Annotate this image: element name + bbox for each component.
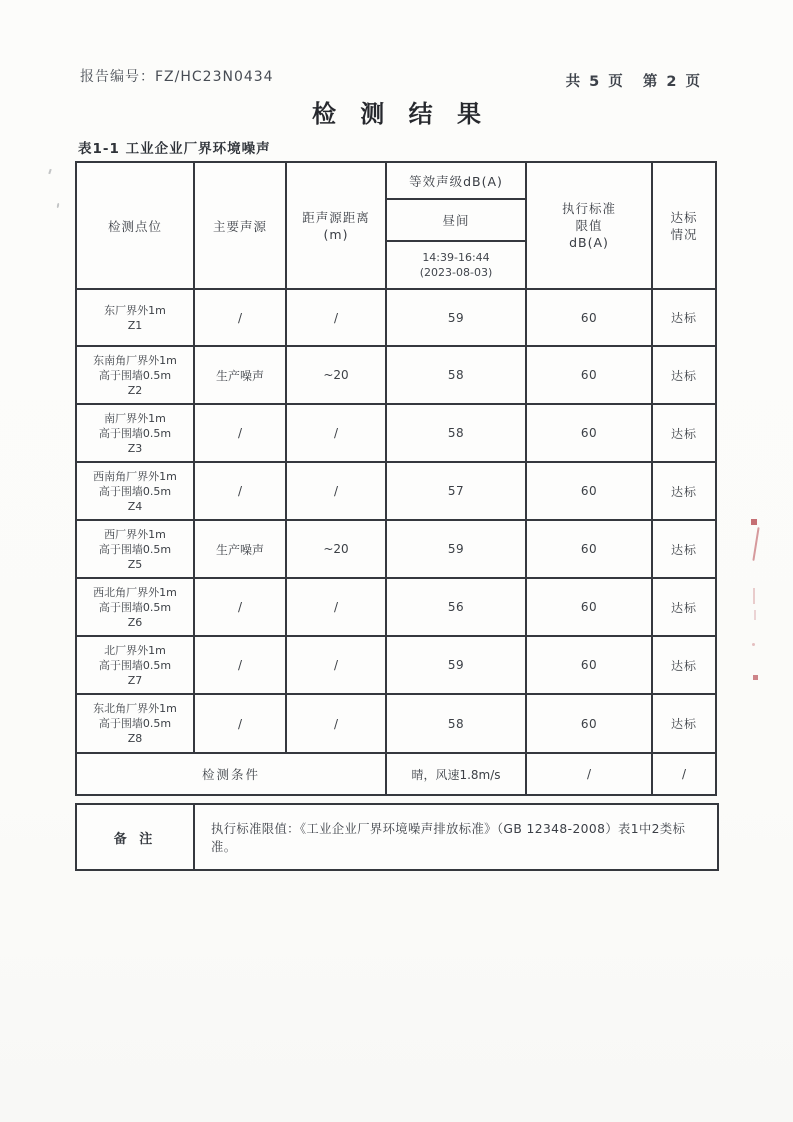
page-current: 第 2 页 (642, 74, 702, 90)
cell-point: 东北角厂界外1m 高于围墙0.5m Z8 (76, 694, 194, 753)
remark-row (76, 804, 718, 870)
report-number-label: 报告编号： (80, 69, 155, 85)
cell-distance: / (286, 578, 386, 636)
col-header-source: 主要声源 (194, 162, 286, 289)
condition-status: / (652, 753, 716, 795)
col-header-limit-line2: 限值 (575, 218, 603, 233)
cell-distance: / (286, 694, 386, 753)
cell-status: 达标 (652, 636, 716, 694)
cell-source: / (194, 462, 286, 520)
cell-limit: 60 (526, 578, 652, 636)
cell-distance: ~20 (286, 346, 386, 404)
col-header-distance-line2: (m) (323, 226, 349, 242)
col-header-daytime: 昼间 (386, 199, 526, 241)
measure-date: (2023-08-03) (419, 266, 493, 279)
report-number-value: FZ/HC23N0434 (155, 69, 274, 85)
remark-text: 执行标准限值：《工业企业厂界环境噪声排放标准》（GB 12348-2008）表1中2类标准。 (194, 804, 718, 870)
col-header-distance-line1: 距声源距离 (302, 209, 370, 225)
cell-status: 达标 (652, 289, 716, 346)
cell-distance: / (286, 404, 386, 462)
scan-speck (57, 203, 60, 208)
cell-limit: 60 (526, 346, 652, 404)
col-header-point: 检测点位 (76, 162, 194, 289)
col-header-limit-line1: 执行标准 (561, 201, 616, 216)
col-header-leq: 等效声级dB(A) (386, 162, 526, 199)
cell-source: 生产噪声 (194, 520, 286, 578)
table-row (76, 289, 716, 346)
col-header-status-line1: 达标 (670, 209, 698, 225)
cell-distance: / (286, 636, 386, 694)
page-total: 共 5 页 (565, 74, 625, 90)
table-row (76, 520, 716, 578)
cell-value: 58 (386, 694, 526, 753)
page-indicator (566, 70, 702, 91)
cell-limit: 60 (526, 462, 652, 520)
condition-row (76, 753, 716, 795)
col-header-limit-line3: dB(A) (569, 235, 609, 250)
report-number-line (80, 66, 274, 86)
cell-value: 56 (386, 578, 526, 636)
cell-point: 东厂界外1m Z1 (76, 289, 194, 346)
cell-limit: 60 (526, 404, 652, 462)
cell-source: / (194, 694, 286, 753)
cell-value: 58 (386, 346, 526, 404)
condition-label: 检测条件 (76, 753, 386, 795)
cell-status: 达标 (652, 694, 716, 753)
table-row (76, 346, 716, 404)
red-ink-artifact (754, 610, 756, 620)
col-header-status-line2: 情况 (670, 226, 698, 242)
measure-time: 14:39-16:44 (422, 251, 490, 264)
condition-limit: / (526, 753, 652, 795)
cell-value: 59 (386, 289, 526, 346)
cell-distance: / (286, 462, 386, 520)
cell-limit: 60 (526, 694, 652, 753)
cell-status: 达标 (652, 520, 716, 578)
cell-limit: 60 (526, 636, 652, 694)
noise-results-table (75, 161, 717, 796)
red-ink-artifact (752, 527, 759, 561)
col-header-limit (526, 162, 652, 289)
cell-limit: 60 (526, 520, 652, 578)
cell-value: 57 (386, 462, 526, 520)
cell-status: 达标 (652, 346, 716, 404)
red-ink-artifact (753, 588, 755, 604)
cell-point: 西南角厂界外1m 高于围墙0.5m Z4 (76, 462, 194, 520)
cell-point: 东南角厂界外1m 高于围墙0.5m Z2 (76, 346, 194, 404)
cell-status: 达标 (652, 462, 716, 520)
cell-source: / (194, 289, 286, 346)
cell-value: 58 (386, 404, 526, 462)
table-row (76, 578, 716, 636)
table-caption: 表1-1 工业企业厂界环境噪声 (78, 141, 271, 157)
scan-speck (48, 169, 51, 174)
cell-point: 南厂界外1m 高于围墙0.5m Z3 (76, 404, 194, 462)
cell-distance: / (286, 289, 386, 346)
cell-source: / (194, 404, 286, 462)
table-row (76, 462, 716, 520)
cell-source: / (194, 636, 286, 694)
remark-table (75, 803, 719, 871)
cell-value: 59 (386, 636, 526, 694)
cell-source: 生产噪声 (194, 346, 286, 404)
page-title: 检 测 结 果 (311, 100, 490, 128)
table-row (76, 694, 716, 753)
table-row (76, 636, 716, 694)
header-row-1 (76, 162, 716, 199)
remark-label: 备 注 (76, 804, 194, 870)
table-row (76, 404, 716, 462)
cell-point: 北厂界外1m 高于围墙0.5m Z7 (76, 636, 194, 694)
red-ink-artifact (751, 519, 757, 525)
cell-point: 西厂界外1m 高于围墙0.5m Z5 (76, 520, 194, 578)
condition-value: 晴，风速1.8m/s (386, 753, 526, 795)
red-ink-artifact (753, 675, 758, 680)
col-header-status (652, 162, 716, 289)
cell-source: / (194, 578, 286, 636)
col-header-distance (286, 162, 386, 289)
cell-status: 达标 (652, 404, 716, 462)
red-ink-artifact (752, 643, 755, 646)
cell-value: 59 (386, 520, 526, 578)
col-header-time (386, 241, 526, 289)
cell-distance: ~20 (286, 520, 386, 578)
cell-point: 西北角厂界外1m 高于围墙0.5m Z6 (76, 578, 194, 636)
cell-status: 达标 (652, 578, 716, 636)
cell-limit: 60 (526, 289, 652, 346)
